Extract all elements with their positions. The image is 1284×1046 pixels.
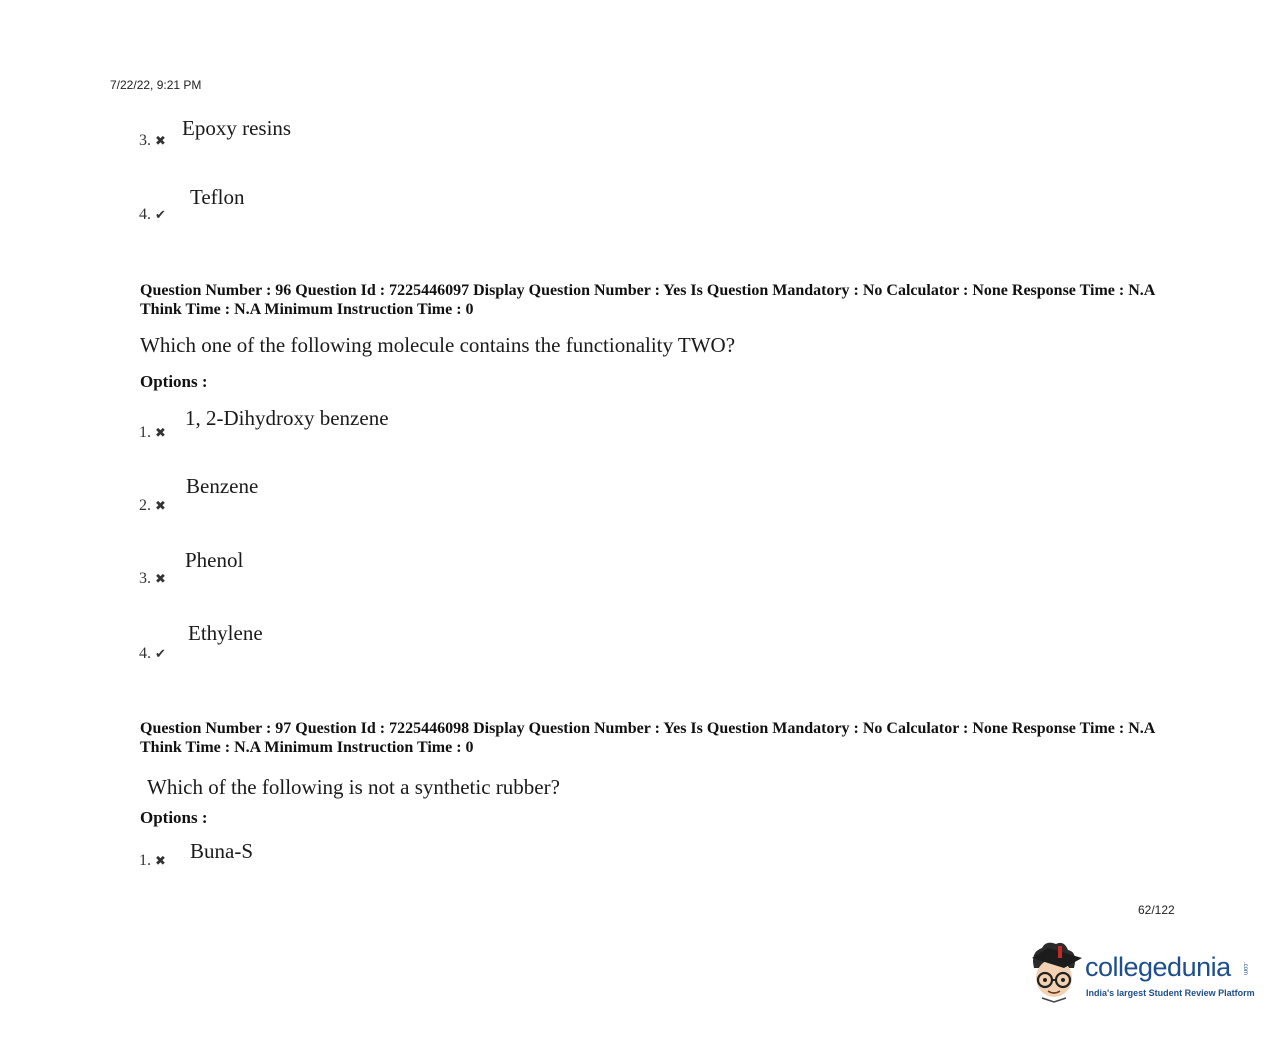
q96-option-2 bbox=[139, 497, 166, 515]
check-icon: ✔ bbox=[155, 208, 166, 223]
option-number: 2. bbox=[139, 497, 151, 514]
page-number: 62/122 bbox=[1138, 903, 1175, 917]
prev-option-4-text: Teflon bbox=[190, 185, 245, 209]
prev-option-4 bbox=[139, 206, 166, 224]
q97-option-1 bbox=[139, 852, 166, 870]
brand-domain: .com bbox=[1242, 962, 1248, 976]
collegedunia-mascot-logo bbox=[1024, 938, 1088, 1004]
brand-tagline: India's largest Student Review Platform bbox=[1086, 988, 1255, 998]
option-number: 4. bbox=[139, 645, 151, 662]
print-timestamp: 7/22/22, 9:21 PM bbox=[110, 78, 202, 92]
option-number: 4. bbox=[139, 206, 151, 223]
q97-option-1-text: Buna-S bbox=[190, 839, 253, 863]
option-number: 3. bbox=[139, 132, 151, 149]
option-number: 1. bbox=[139, 852, 151, 869]
q96-option-3-text: Phenol bbox=[185, 548, 244, 572]
q96-option-4-text: Ethylene bbox=[188, 621, 263, 645]
q96-option-4 bbox=[139, 645, 166, 663]
mascot-icon bbox=[1024, 938, 1088, 1004]
q96-option-3 bbox=[139, 570, 166, 588]
check-icon: ✔ bbox=[155, 647, 166, 662]
question-97-text: Which of the following is not a synthetic rubber? bbox=[147, 775, 560, 799]
option-number: 3. bbox=[139, 570, 151, 587]
cross-icon: ✖ bbox=[155, 426, 166, 441]
options-label: Options : bbox=[140, 808, 208, 827]
option-number: 1. bbox=[139, 424, 151, 441]
cross-icon: ✖ bbox=[155, 572, 166, 587]
prev-option-3-text: Epoxy resins bbox=[182, 116, 292, 140]
options-label: Options : bbox=[140, 372, 208, 391]
cross-icon: ✖ bbox=[155, 499, 166, 514]
cross-icon: ✖ bbox=[155, 854, 166, 869]
cross-icon: ✖ bbox=[155, 134, 166, 149]
brand-name: collegedunia bbox=[1085, 952, 1231, 982]
q96-option-2-text: Benzene bbox=[186, 474, 259, 498]
question-96-meta: Question Number : 96 Question Id : 7225446097 Display Question Number : Yes Is Question Mandatory : No Calculator : None Response Time : N.A Think Time : N.A Minimum Instruction Time : 0 bbox=[140, 282, 1155, 318]
q96-option-1-text: 1, 2-Dihydroxy benzene bbox=[185, 406, 389, 430]
question-96-text: Which one of the following molecule contains the functionality TWO? bbox=[140, 333, 736, 357]
q96-option-1 bbox=[139, 424, 166, 442]
question-97-meta: Question Number : 97 Question Id : 7225446098 Display Question Number : Yes Is Question Mandatory : No Calculator : None Response Time : N.A Think Time : N.A Minimum Instruction Time : 0 bbox=[140, 720, 1155, 756]
prev-option-3 bbox=[139, 132, 166, 150]
